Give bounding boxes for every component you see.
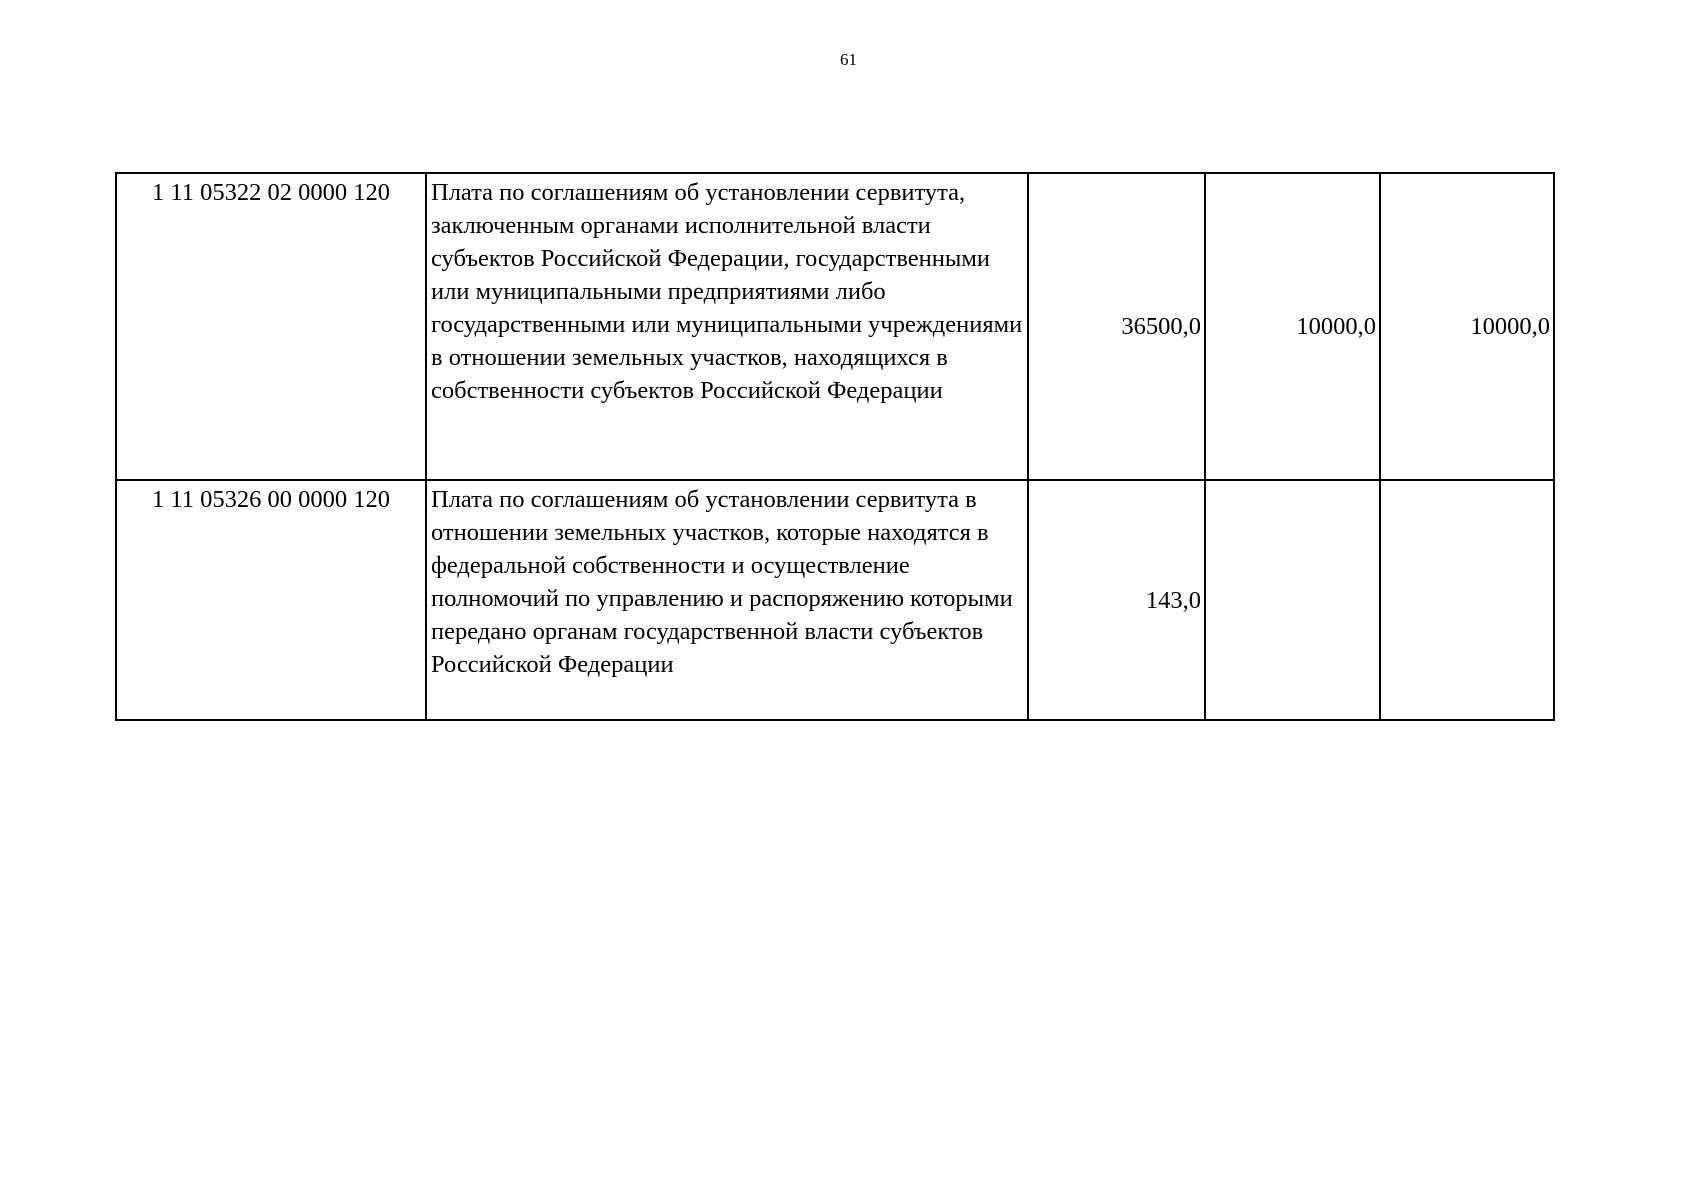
row-description: Плата по соглашениям об установлении сервитута в отношении земельных участков, которые находятся в федеральной собственности и осуществление полномочий по управлению и распоряжению которыми передано органам государственной власти субъектов Российской Федерации bbox=[426, 480, 1028, 720]
row-description: Плата по соглашениям об установлении сервитута, заключенным органами исполнительной власти субъектов Российской Федерации, государственными или муниципальными предприятиями либо государственными или муниципальными учреждениями в отношении земельных участков, находящихся в собственности субъектов Российской Федерации bbox=[426, 173, 1028, 480]
row-value-3: 10000,0 bbox=[1380, 173, 1554, 480]
row-value-2 bbox=[1205, 480, 1380, 720]
row-value-3 bbox=[1380, 480, 1554, 720]
row-value-1: 143,0 bbox=[1028, 480, 1205, 720]
row-value-1: 36500,0 bbox=[1028, 173, 1205, 480]
page-number: 61 bbox=[840, 50, 857, 69]
row-code: 1 11 05326 00 0000 120 bbox=[116, 480, 426, 720]
budget-table bbox=[115, 172, 1555, 721]
table-row bbox=[116, 480, 1554, 720]
row-code: 1 11 05322 02 0000 120 bbox=[116, 173, 426, 480]
row-value-2: 10000,0 bbox=[1205, 173, 1380, 480]
table-row bbox=[116, 173, 1554, 480]
